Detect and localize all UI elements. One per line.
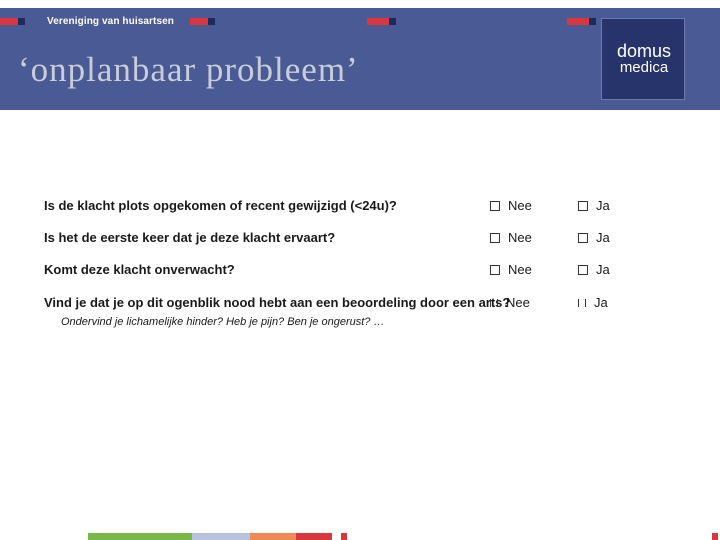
accent-squares [0, 18, 25, 25]
accent-squares [567, 18, 596, 25]
footer-bar-orange [250, 533, 296, 540]
option-no-2[interactable]: Nee [490, 230, 532, 245]
logo-text: medica [619, 59, 669, 76]
question-4: Vind je dat je op dit ogenblik nood hebt aan een beoordeling door een arts? [44, 295, 511, 310]
footer-square [712, 533, 718, 540]
checkbox-icon[interactable] [578, 233, 588, 243]
footer-bar-blue [192, 533, 250, 540]
accent-squares [367, 18, 396, 25]
footer-bar-green [88, 533, 192, 540]
question-1: Is de klacht plots opgekomen of recent gewijzigd (<24u)? [44, 198, 397, 213]
accent-squares [190, 18, 215, 25]
question-3: Komt deze klacht onverwacht? [44, 262, 235, 277]
option-no-1[interactable]: Nee [490, 198, 532, 213]
domus-medica-logo [601, 18, 685, 100]
organization-name: Vereniging van huisartsen [47, 16, 174, 27]
question-2: Is het de eerste keer dat je deze klacht ervaart? [44, 230, 336, 245]
option-yes-3[interactable]: Ja [578, 262, 610, 277]
checkbox-icon[interactable] [490, 233, 500, 243]
checkbox-icon[interactable] [490, 299, 498, 307]
page-title: ‘onplanbaar probleem’ [18, 50, 359, 89]
footer-square [341, 533, 347, 540]
question-note: Ondervind je lichamelijke hinder? Heb je pijn? Ben je ongerust? … [61, 316, 385, 328]
option-yes-2[interactable]: Ja [578, 230, 610, 245]
option-yes-4[interactable]: Ja [578, 295, 608, 310]
checkbox-icon[interactable] [578, 265, 588, 275]
option-yes-1[interactable]: Ja [578, 198, 610, 213]
footer-bar-red [296, 533, 332, 540]
checkbox-icon[interactable] [490, 201, 500, 211]
logo-text: domus [616, 41, 672, 61]
checkbox-icon[interactable] [578, 299, 586, 307]
checkbox-icon[interactable] [578, 201, 588, 211]
checkbox-icon[interactable] [490, 265, 500, 275]
option-no-4[interactable]: Nee [490, 295, 530, 310]
option-no-3[interactable]: Nee [490, 262, 532, 277]
